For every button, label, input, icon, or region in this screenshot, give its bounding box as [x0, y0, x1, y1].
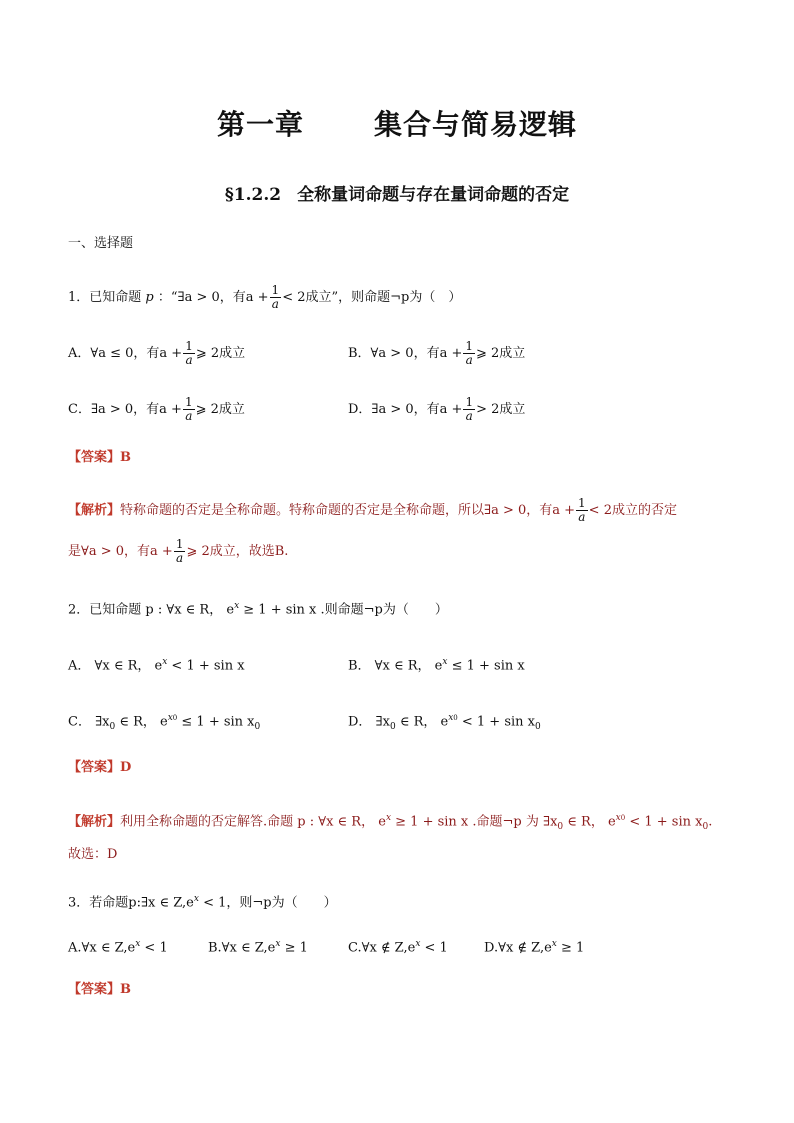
- q1-analysis-line-2: 是∀a > 0，有a + $\frac{1}{a}$ ⩾ 2成立，故选B.: [68, 537, 289, 565]
- q2-option-b: B． ∀x ∈ R， $e^x \le 1 + \sin x$: [348, 657, 525, 674]
- q1-option-b: B．∀a > 0，有a + $\frac{1}{a}$ ⩾ 2成立: [348, 339, 526, 367]
- q2-analysis-line-2: 故选：D: [68, 847, 118, 862]
- q2-answer: 【答案】D: [68, 760, 132, 775]
- q2-option-c: C． $\exists x_0$ ∈ R， $e^{x0} \le 1 + \sin x_0$: [68, 713, 261, 732]
- q3-option-b: B.∀x ∈ $Z,e^x \ge 1$: [208, 939, 308, 956]
- q2-stem: 2．已知命题 p : ∀x ∈ R， $e^x \ge 1 + \sin x$ .则命题¬p为（ ）: [68, 601, 448, 618]
- q1-option-a: A．∀a ≤ 0，有a + $\frac{1}{a}$ ⩾ 2成立: [68, 339, 246, 367]
- q1-answer: 【答案】B: [68, 450, 132, 465]
- q3-option-a: A.∀x ∈ $Z,e^x < 1$: [68, 939, 168, 956]
- q2-analysis-line-1: 【解析】利用全称命题的否定解答.命题 p : ∀x ∈ R， $e^x \ge 1 + \sin x$ .命题¬p 为 $\exists x_0$ ∈ R， $e^{x0} < 1 + \sin x_0$.: [68, 813, 713, 832]
- q1-stem: 1．已知命题 p ：“∃a > 0，有a + $\frac{1}{a}$ < 2成立”，则命题¬p为（ ）: [68, 283, 462, 311]
- chapter-title: [0, 103, 794, 143]
- q1-fraction: $\frac{1}{a}$: [271, 283, 280, 311]
- chapter-number: 第一章: [216, 108, 304, 141]
- q2-option-d: D． $\exists x_0$ ∈ R， $e^{x0} < 1 + \sin x_0$: [348, 713, 541, 732]
- q3-option-c: C.∀x ∉ $Z,e^x < 1$: [348, 939, 448, 956]
- q1-option-c: C．∃a > 0，有a + $\frac{1}{a}$ ⩾ 2成立: [68, 395, 245, 423]
- q3-stem: 3．若命题p:∃x ∈ $Z,e^x < 1$，则¬p为（ ）: [68, 894, 337, 911]
- q3-answer: 【答案】B: [68, 982, 132, 997]
- chapter-name: 集合与简易逻辑: [374, 108, 578, 141]
- q2-option-a: A． ∀x ∈ R， $e^x < 1 + \sin x$: [68, 657, 245, 674]
- section-title: [0, 180, 794, 205]
- q1-option-d: D．∃a > 0，有a + $\frac{1}{a}$ > 2成立: [348, 395, 526, 423]
- section-number: §1.2.2: [224, 185, 282, 205]
- section-name: 全称量词命题与存在量词命题的否定: [297, 185, 570, 205]
- q3-option-d: D.∀x ∉ $Z,e^x \ge 1$: [484, 939, 585, 956]
- q1-analysis-line-1: 【解析】特称命题的否定是全称命题。特称命题的否定是全称命题，所以∃a > 0，有a + $\frac{1}{a}$ < 2成立的否定: [68, 496, 677, 524]
- question-type-heading: 一、选择题: [68, 236, 134, 251]
